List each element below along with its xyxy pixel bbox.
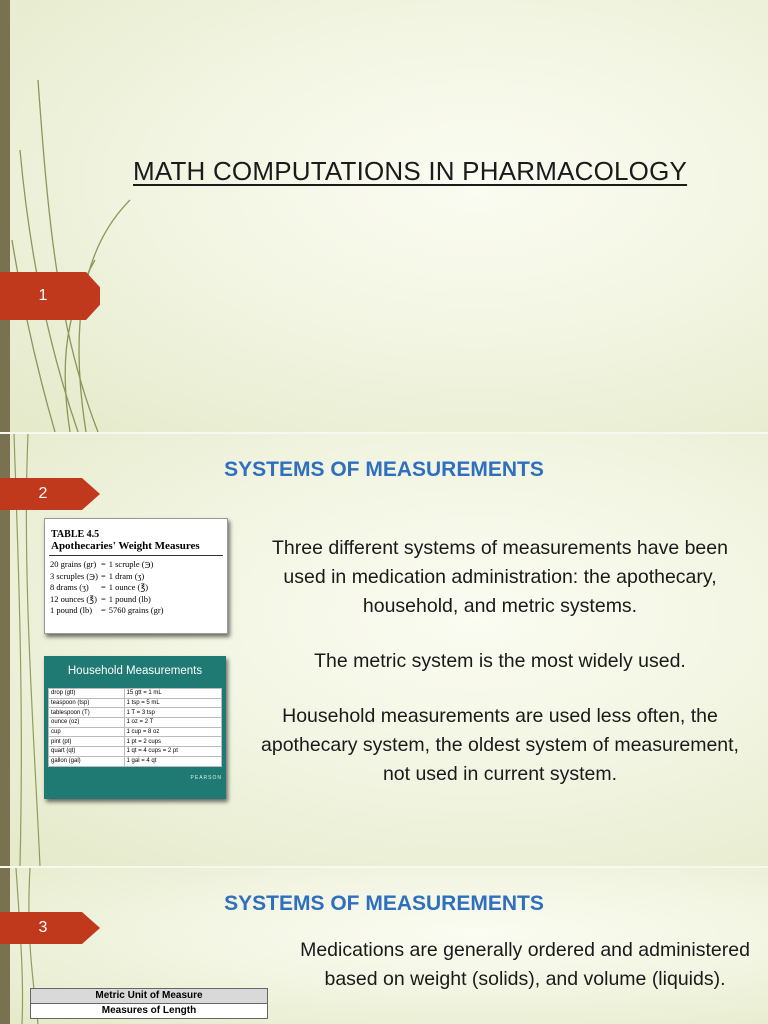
household-table-image	[44, 656, 226, 799]
table-subtitle: Measures of Length	[101, 1005, 197, 1016]
slide-body	[250, 534, 750, 815]
slide-2	[0, 434, 768, 866]
table-row: teaspoon (tsp) 1 tsp = 5 mL	[49, 698, 222, 708]
table-footer	[44, 767, 226, 789]
table-row: 8 drams (ʒ) = 1 ounce (℥)	[50, 582, 149, 592]
apothecary-table-image	[44, 518, 228, 634]
table-row: pint (pt) 1 pt = 2 cups	[49, 737, 222, 747]
slide-3	[0, 868, 768, 1024]
slide-title: MATH COMPUTATIONS IN PHARMACOLOGY	[133, 156, 688, 186]
body-paragraph: Household measurements are used less often, the apothecary system, the oldest system of measurement, not used in current system.	[261, 705, 739, 785]
table-row: drop (gtt) 15 gtt = 1 mL	[49, 689, 222, 699]
table-label: TABLE 4.5	[51, 529, 100, 540]
table-row: 1 pound (lb) = 5760 grains (gr)	[50, 605, 164, 615]
table-row: gallon (gal) 1 gal = 4 qt	[49, 756, 222, 766]
table-row: 3 scruples (℈) = 1 dram (ʒ)	[50, 570, 145, 581]
slide-number-badge	[0, 912, 100, 960]
slide-1	[0, 0, 768, 432]
slide-number: 1	[38, 287, 48, 304]
table-row: cup 1 cup = 8 oz	[49, 727, 222, 737]
table-row: 12 ounces (℥) = 1 pound (lb)	[50, 593, 151, 604]
table-row: quart (qt) 1 qt = 4 cups = 2 pt	[49, 747, 222, 757]
table-title: Apothecaries' Weight Measures	[51, 540, 200, 552]
apothecary-table	[50, 559, 167, 617]
household-table	[48, 688, 222, 767]
slide-number: 2	[38, 485, 48, 502]
table-row: tablespoon (T) 1 T = 3 tsp	[49, 708, 222, 718]
table-row: ounce (oz) 1 oz = 2 T	[49, 718, 222, 728]
table-title: Household Measurements	[67, 665, 203, 677]
slide-heading: SYSTEMS OF MEASUREMENTS	[224, 892, 544, 915]
slide-number-badge	[0, 272, 100, 320]
table-row: 20 grains (gr) = 1 scruple (℈)	[50, 559, 154, 569]
decorative-curves	[0, 0, 140, 432]
metric-table-image	[30, 988, 268, 1019]
slide-heading: SYSTEMS OF MEASUREMENTS	[224, 458, 544, 481]
slide-number: 3	[38, 919, 48, 936]
body-paragraph: Three different systems of measurements have been used in medication administration: the apothecary, household, and metric systems.	[272, 537, 728, 617]
table-title: Metric Unit of Measure	[31, 989, 267, 1004]
publisher-logo: PEARSON	[190, 774, 222, 781]
slide-body: Medications are generally ordered and administered based on weight (solids), and volume (liquids).	[300, 939, 750, 990]
body-paragraph: The metric system is the most widely used.	[314, 650, 686, 672]
